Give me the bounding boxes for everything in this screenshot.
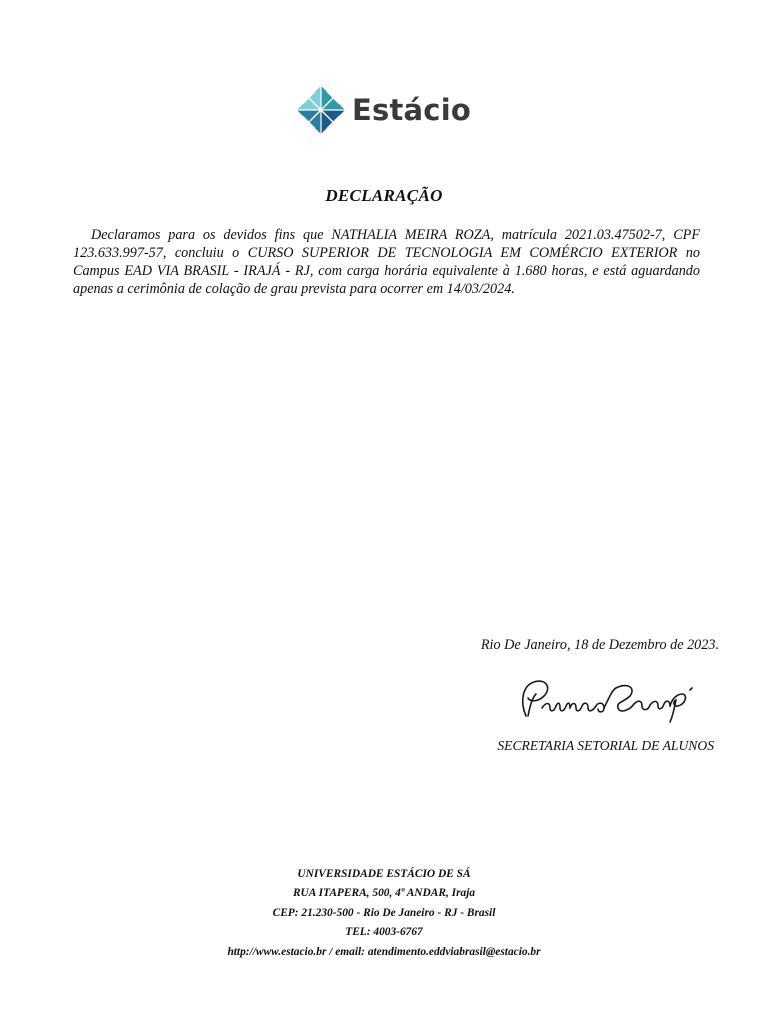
date-line: Rio De Janeiro, 18 de Dezembro de 2023.: [480, 637, 719, 653]
signatory-label: SECRETARIA SETORIAL DE ALUNOS: [497, 738, 714, 753]
footer-cep: CEP: 21.230-500 - Rio De Janeiro - RJ - Brasil: [272, 906, 496, 919]
estacio-logo: [296, 84, 476, 136]
footer-institution: UNIVERSIDADE ESTÁCIO DE SÁ: [297, 868, 471, 880]
handwritten-signature: [512, 672, 702, 726]
footer-address: RUA ITAPERA, 500, 4º ANDAR, Iraja: [292, 887, 476, 900]
logo-wordmark: Estácio: [352, 92, 471, 127]
footer-tel: TEL: 4003-6767: [345, 926, 423, 939]
declaration-body: Declaramos para os devidos fins que NATHALIA MEIRA ROZA, matrícula 2021.03.47502-7, CPF 123.633.997-57, concluiu o CURSO SUPERIOR DE TECNOLOGIA EM COMÉRCIO EXTERIOR no Campus EAD VIA BRASIL - IRAJÁ - RJ, com carga horária equivalente à 1.680 horas, e está aguardando apenas a cerimônia de colação de grau prevista para ocorrer em 14/03/2024.: [73, 227, 700, 297]
institution-footer: [0, 865, 768, 962]
estacio-diamond-logo-icon: [296, 85, 346, 135]
footer-web-email: http://www.estacio.br / email: atendimento.eddviabrasil@estacio.br: [227, 945, 541, 958]
document-title: DECLARAÇÃO: [325, 186, 443, 205]
